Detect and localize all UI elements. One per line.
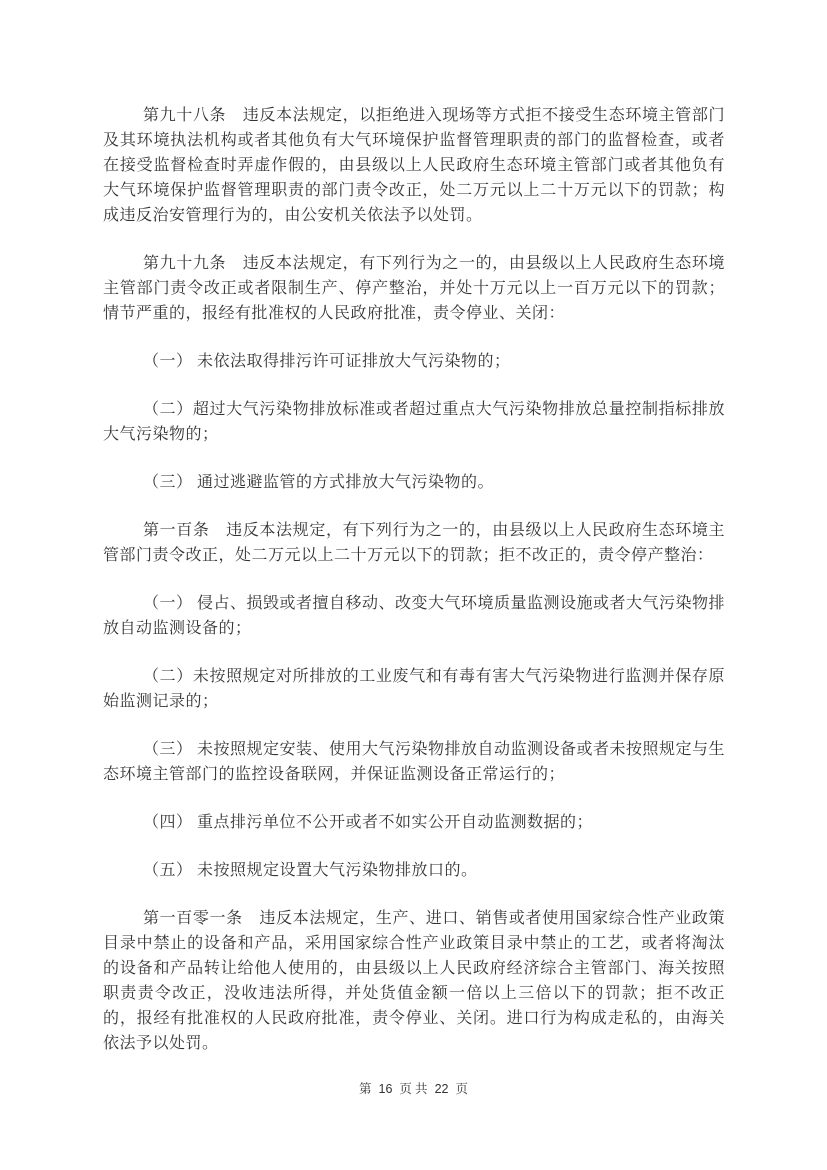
article-99-item-1: （一） 未依法取得排污许可证排放大气污染物的； <box>143 353 511 370</box>
page-footer-suffix: 页 <box>455 1082 468 1096</box>
article-99-intro-paragraph: 第九十九条 违反本法规定，有下列行为之一的，由县级以上人民政府生态环境主管部门责令改正或者限制生产、停产整治，并处十万元以上一百万元以下的罚款；情节严重的，报经有批准权的人民政府批准，责令停业、关闭： <box>103 255 725 322</box>
article-98-paragraph: 第九十八条 违反本法规定，以拒绝进入现场等方式拒不接受生态环境主管部门及其环境执法机构或者其他负有大气环境保护监督管理职责的部门的监督检查，或者在接受监督检查时弄虚作假的，由县级以上人民政府生态环境主管部门或者其他负有大气环境保护监督管理职责的部门责令改正，处二万元以上二十万元以下的罚款；构成违反治安管理行为的，由公安机关依法予以处罚。 <box>103 107 725 224</box>
article-99-item-2: （二）超过大气污染物排放标准或者超过重点大气污染物排放总量控制指标排放大气污染物的； <box>103 401 725 443</box>
article-100-intro-paragraph: 第一百条 违反本法规定，有下列行为之一的，由县级以上人民政府生态环境主管部门责令改正，处二万元以上二十万元以下的罚款；拒不改正的，责令停产整治： <box>103 522 725 564</box>
article-100-item-3: （三） 未按照规定安装、使用大气污染物排放自动监测设备或者未按照规定与生态环境主管部门的监控设备联网，并保证监测设备正常运行的； <box>103 741 726 783</box>
article-100-item-4: （四） 重点排污单位不公开或者不如实公开自动监测数据的； <box>143 814 594 831</box>
page-footer-prefix: 第 <box>359 1082 372 1096</box>
page-footer-infix: 页 共 <box>399 1082 428 1096</box>
current-page-number: 16 <box>378 1082 393 1096</box>
article-101-paragraph: 第一百零一条 违反本法规定，生产、进口、销售或者使用国家综合性产业政策目录中禁止的设备和产品，采用国家综合性产业政策目录中禁止的工艺，或者将淘汰的设备和产品转让给他人使用的，由县级以上人民政府经济综合主管部门、海关按照职责责令改正，没收违法所得，并处货值金额一倍以上三倍以下的罚款；拒不改正的，报经有批准权的人民政府批准，责令停业、关闭。进口行为构成走私的，由海关依法予以处罚。 <box>103 910 725 1052</box>
article-100-item-2: （二）未按照规定对所排放的工业废气和有毒有害大气污染物进行监测并保存原始监测记录的； <box>103 668 725 710</box>
total-page-number: 22 <box>434 1082 449 1096</box>
page-footer <box>0 1080 827 1098</box>
article-99-item-3: （三） 通过逃避监管的方式排放大气污染物的。 <box>143 474 495 491</box>
article-100-item-1: （一） 侵占、损毁或者擅自移动、改变大气环境质量监测设施或者大气污染物排放自动监测设备的； <box>103 595 726 637</box>
article-100-item-5: （五） 未按照规定设置大气污染物排放口的。 <box>143 862 478 879</box>
